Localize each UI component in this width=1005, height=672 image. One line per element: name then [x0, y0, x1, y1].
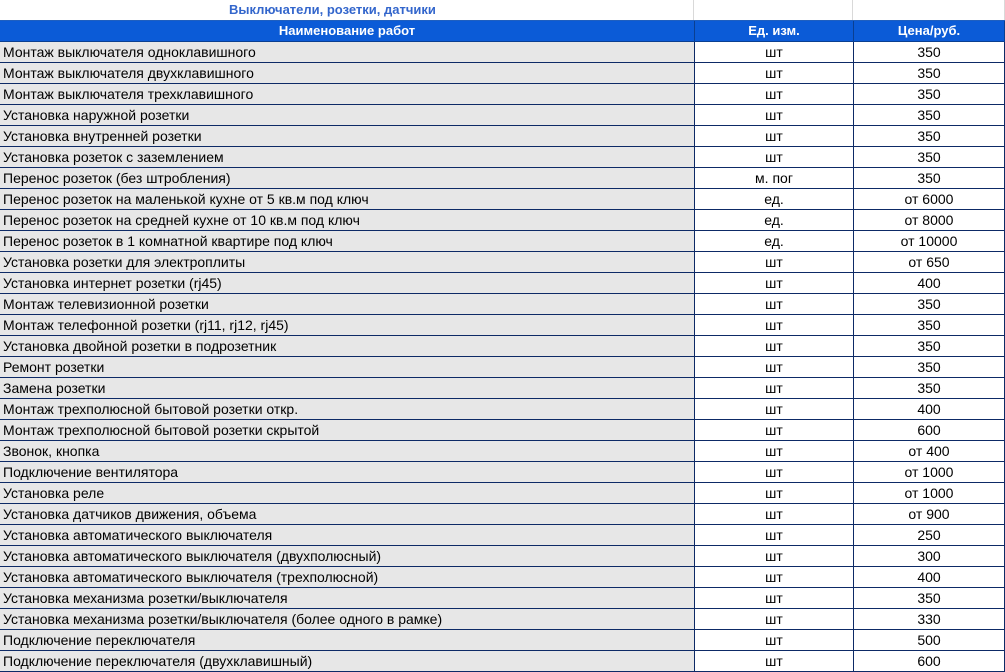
cell-price: от 6000	[854, 189, 1005, 209]
cell-name: Установка механизма розетки/выключателя (более одного в рамке)	[0, 609, 695, 629]
cell-unit: шт	[695, 252, 854, 272]
cell-price: 350	[854, 315, 1005, 335]
cell-price: от 900	[854, 504, 1005, 524]
cell-name: Установка механизма розетки/выключателя	[0, 588, 695, 608]
cell-unit: шт	[695, 651, 854, 671]
table-row	[0, 546, 1005, 567]
cell-unit: шт	[695, 546, 854, 566]
cell-price: 350	[854, 168, 1005, 188]
table-row	[0, 567, 1005, 588]
cell-unit: ед.	[695, 210, 854, 230]
table-row	[0, 420, 1005, 441]
cell-name: Установка автоматического выключателя (трехполюсной)	[0, 567, 695, 587]
header-price: Цена/руб.	[854, 21, 1005, 41]
cell-unit: шт	[695, 420, 854, 440]
table-row	[0, 483, 1005, 504]
cell-unit: шт	[695, 357, 854, 377]
cell-unit: шт	[695, 294, 854, 314]
table-row	[0, 441, 1005, 462]
cell-price: 400	[854, 567, 1005, 587]
cell-price: от 400	[854, 441, 1005, 461]
cell-name: Установка интернет розетки (rj45)	[0, 273, 695, 293]
cell-name: Монтаж телефонной розетки (rj11, rj12, rj45)	[0, 315, 695, 335]
cell-name: Монтаж выключателя трехклавишного	[0, 84, 695, 104]
cell-name: Подключение переключателя	[0, 630, 695, 650]
cell-name: Установка внутренней розетки	[0, 126, 695, 146]
cell-name: Звонок, кнопка	[0, 441, 695, 461]
empty-cell	[694, 0, 854, 20]
cell-price: 400	[854, 399, 1005, 419]
table-row	[0, 147, 1005, 168]
cell-name: Перенос розеток на средней кухне от 10 кв.м под ключ	[0, 210, 695, 230]
cell-price: 600	[854, 651, 1005, 671]
cell-name: Ремонт розетки	[0, 357, 695, 377]
cell-price: 350	[854, 63, 1005, 83]
cell-price: от 1000	[854, 462, 1005, 482]
cell-name: Монтаж выключателя двухклавишного	[0, 63, 695, 83]
cell-price: 350	[854, 147, 1005, 167]
table-row	[0, 84, 1005, 105]
table-body	[0, 42, 1005, 672]
cell-price: 350	[854, 105, 1005, 125]
cell-name: Перенос розеток в 1 комнатной квартире под ключ	[0, 231, 695, 251]
cell-price: от 650	[854, 252, 1005, 272]
cell-name: Установка реле	[0, 483, 695, 503]
cell-unit: шт	[695, 147, 854, 167]
cell-name: Установка розетки для электроплиты	[0, 252, 695, 272]
cell-unit: шт	[695, 63, 854, 83]
cell-price: от 8000	[854, 210, 1005, 230]
table-row	[0, 63, 1005, 84]
cell-price: 250	[854, 525, 1005, 545]
table-row	[0, 651, 1005, 672]
table-row	[0, 42, 1005, 63]
cell-unit: шт	[695, 504, 854, 524]
cell-price: от 1000	[854, 483, 1005, 503]
table-row	[0, 609, 1005, 630]
table-row	[0, 462, 1005, 483]
cell-unit: шт	[695, 126, 854, 146]
table-row	[0, 399, 1005, 420]
title-row	[0, 0, 1005, 21]
header-name: Наименование работ	[0, 21, 695, 41]
cell-unit: шт	[695, 567, 854, 587]
table-row	[0, 231, 1005, 252]
cell-price: 350	[854, 336, 1005, 356]
cell-price: 500	[854, 630, 1005, 650]
cell-name: Перенос розеток на маленькой кухне от 5 кв.м под ключ	[0, 189, 695, 209]
cell-price: 350	[854, 378, 1005, 398]
cell-name: Подключение вентилятора	[0, 462, 695, 482]
table-row	[0, 168, 1005, 189]
cell-name: Установка розеток с заземлением	[0, 147, 695, 167]
cell-unit: шт	[695, 399, 854, 419]
cell-unit: шт	[695, 105, 854, 125]
cell-price: от 10000	[854, 231, 1005, 251]
cell-price: 350	[854, 84, 1005, 104]
cell-name: Установка автоматического выключателя	[0, 525, 695, 545]
cell-price: 330	[854, 609, 1005, 629]
table-row	[0, 273, 1005, 294]
cell-unit: ед.	[695, 231, 854, 251]
cell-name: Замена розетки	[0, 378, 695, 398]
table-row	[0, 525, 1005, 546]
cell-unit: шт	[695, 42, 854, 62]
table-row	[0, 294, 1005, 315]
cell-unit: шт	[695, 336, 854, 356]
cell-price: 350	[854, 357, 1005, 377]
table-row	[0, 504, 1005, 525]
cell-name: Установка двойной розетки в подрозетник	[0, 336, 695, 356]
cell-unit: м. пог	[695, 168, 854, 188]
cell-name: Монтаж телевизионной розетки	[0, 294, 695, 314]
cell-price: 350	[854, 126, 1005, 146]
cell-price: 300	[854, 546, 1005, 566]
cell-unit: шт	[695, 441, 854, 461]
cell-price: 350	[854, 294, 1005, 314]
cell-unit: шт	[695, 84, 854, 104]
table-row	[0, 252, 1005, 273]
cell-name: Монтаж трехполюсной бытовой розетки откр.	[0, 399, 695, 419]
cell-price: 350	[854, 42, 1005, 62]
cell-price: 600	[854, 420, 1005, 440]
header-row	[0, 21, 1005, 42]
cell-unit: шт	[695, 462, 854, 482]
cell-unit: шт	[695, 609, 854, 629]
table-row	[0, 126, 1005, 147]
cell-unit: шт	[695, 378, 854, 398]
table-row	[0, 315, 1005, 336]
empty-cell	[853, 0, 1005, 20]
cell-name: Монтаж выключателя одноклавишного	[0, 42, 695, 62]
cell-unit: ед.	[695, 189, 854, 209]
cell-unit: шт	[695, 315, 854, 335]
cell-unit: шт	[695, 525, 854, 545]
cell-name: Установка датчиков движения, объема	[0, 504, 695, 524]
table-row	[0, 336, 1005, 357]
table-title: Выключатели, розетки, датчики	[0, 0, 694, 20]
cell-unit: шт	[695, 483, 854, 503]
cell-name: Установка наружной розетки	[0, 105, 695, 125]
cell-unit: шт	[695, 588, 854, 608]
table-row	[0, 357, 1005, 378]
cell-unit: шт	[695, 630, 854, 650]
table-row	[0, 105, 1005, 126]
cell-price: 400	[854, 273, 1005, 293]
cell-name: Монтаж трехполюсной бытовой розетки скрытой	[0, 420, 695, 440]
cell-unit: шт	[695, 273, 854, 293]
cell-name: Установка автоматического выключателя (двухполюсный)	[0, 546, 695, 566]
cell-name: Подключение переключателя (двухклавишный)	[0, 651, 695, 671]
cell-price: 350	[854, 588, 1005, 608]
header-unit: Ед. изм.	[695, 21, 854, 41]
table-row	[0, 210, 1005, 231]
table-row	[0, 189, 1005, 210]
table-row	[0, 378, 1005, 399]
cell-name: Перенос розеток (без штробления)	[0, 168, 695, 188]
table-row	[0, 588, 1005, 609]
